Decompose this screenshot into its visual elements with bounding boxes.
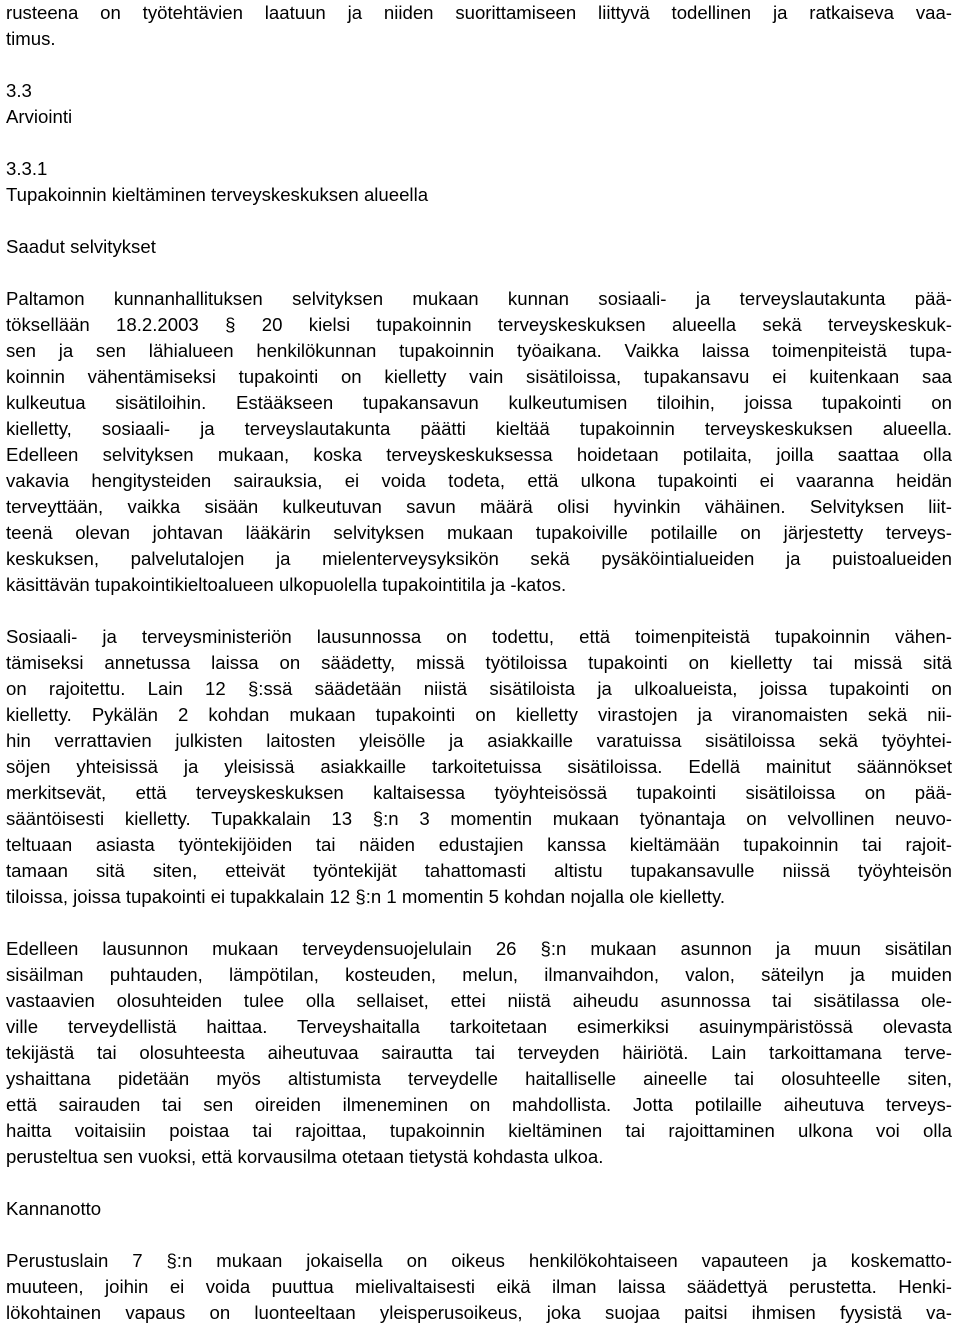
- body-text-line: sen ja sen lähialueen henkilökunnan tupakoinnin työaikana. Vaikka laissa toimenpiteistä tupa-: [6, 340, 952, 361]
- body-text-line: ville terveydellistä haittaa. Terveyshaitalla tarkoitetaan esimerkiksi asuinympäristössä olevasta: [6, 1016, 952, 1037]
- body-text-line: kielletty. Pykälän 2 kohdan mukaan tupakointi on kielletty virastojen ja viranomaisten sekä nii-: [6, 704, 952, 725]
- body-text-line: muuteen, joihin ei voida puuttua mielivaltaisesti eikä ilman laissa säädettyä perustetta. Henki-: [6, 1276, 952, 1297]
- body-text-line: koinnin vähentämiseksi tupakointi on kielletty vain sisätiloissa, tupakansavu ei kuitenkaan saa: [6, 366, 952, 387]
- body-text-line: kulkeutua sisätiloihin. Estääkseen tupakansavun kulkeutumisen tiloihin, joissa tupakointi on: [6, 392, 952, 413]
- subsection-number: 3.3.1: [6, 158, 48, 179]
- body-text-line: töksellään 18.2.2003 § 20 kielsi tupakoinnin terveyskeskuksen alueella sekä terveyskeskuk-: [6, 314, 952, 335]
- body-text-line: Edelleen lausunnon mukaan terveydensuojelulain 26 §:n mukaan asunnon ja muun sisätilan: [6, 938, 952, 959]
- subheading-received-reports: Saadut selvitykset: [6, 236, 156, 257]
- body-text-line: Edelleen selvityksen mukaan, koska terveyskeskuksessa hoidetaan potilaita, joilla saattaa olla: [6, 444, 952, 465]
- body-text-line: lökohtainen vapaus on luonteeltaan yleisperusoikeus, joka suojaa paitsi ihmisen fyysistä va-: [6, 1302, 952, 1323]
- body-text-line: terveyttään, vaikka sisään kulkeutuvan savun määrä olisi hyvinkin vähäinen. Selvityksen liit-: [6, 496, 952, 517]
- body-text-line: tekijästä tai olosuhteesta aiheutuvaa sairautta tai terveyden häiriötä. Lain tarkoittamana terve-: [6, 1042, 952, 1063]
- body-text-line: sääntöisesti kielletty. Tupakkalain 13 §:n 3 momentin mukaan työnantaja on velvollinen neuvo-: [6, 808, 952, 829]
- body-text-line: on rajoitettu. Lain 12 §:ssä säädetään niistä sisätiloista ja ulkoalueista, joissa tupakointi on: [6, 678, 952, 699]
- body-text-line: vakavia hengitysteiden sairauksia, ei voida todeta, että ulkona tupakointi ei vaaranna heidän: [6, 470, 952, 491]
- body-text-line: vastaavien olosuhteiden tulee olla sellaiset, ettei niistä aiheudu asunnossa tai sisätilassa ole-: [6, 990, 952, 1011]
- body-text-line: tamaan sitä siten, etteivät työntekijät tahattomasti altistu tupakansavulle niissä työyhteisön: [6, 860, 952, 881]
- body-text-line: Sosiaali- ja terveysministeriön lausunnossa on todettu, että toimenpiteistä tupakoinnin vähen-: [6, 626, 952, 647]
- section-number: 3.3: [6, 80, 32, 101]
- body-text-line: timus.: [6, 28, 56, 49]
- body-text-line: että sairauden tai sen oireiden ilmeneminen on mahdollista. Jotta potilaille aiheutuva terveys-: [6, 1094, 952, 1115]
- subheading-position: Kannanotto: [6, 1198, 102, 1219]
- body-text-line: söjen yhteisissä ja yleisissä asiakkaille tarkoitetuissa sisätiloissa. Edellä mainitut säännökset: [6, 756, 952, 777]
- body-text-line: yshaittana pidetään myös altistumista terveydelle haitalliselle aineelle tai olosuhteelle siten,: [6, 1068, 952, 1089]
- body-text-line: perusteltua sen vuoksi, että korvausilma otetaan tietystä kohdasta ulkoa.: [6, 1146, 604, 1167]
- body-text-line: rusteena on työtehtävien laatuun ja niiden suorittamiseen liittyvä todellinen ja ratkaiseva vaa-: [6, 2, 952, 23]
- body-text-line: kielletty, sosiaali- ja terveyslautakunta päätti kieltää tupakoinnin terveyskeskuksen alueella.: [6, 418, 952, 439]
- body-text-line: tiloissa, joissa tupakointi ei tupakkalain 12 §:n 1 momentin 5 kohdan nojalla ole kielletty.: [6, 886, 726, 907]
- body-text-line: sisäilman puhtauden, lämpötilan, kosteuden, melun, ilmanvaihdon, valon, säteilyn ja muiden: [6, 964, 952, 985]
- body-text-line: tämiseksi annetussa laissa on säädetty, missä työtiloissa tupakointi on kielletty tai missä sitä: [6, 652, 952, 673]
- body-text-line: teltuaan asiasta työntekijöiden tai näiden edustajien kanssa kieltämään tupakoinnin tai rajoit-: [6, 834, 952, 855]
- body-text-line: Paltamon kunnanhallituksen selvityksen mukaan kunnan sosiaali- ja terveyslautakunta pää-: [6, 288, 952, 309]
- body-text-line: Perustuslain 7 §:n mukaan jokaisella on oikeus henkilökohtaiseen vapauteen ja koskematto-: [6, 1250, 952, 1271]
- body-text-line: haitta voitaisiin poistaa tai rajoittaa, tupakoinnin kieltäminen tai rajoittaminen ulkona voi olla: [6, 1120, 952, 1141]
- body-text-line: teenä olevan johtavan lääkärin selvityksen mukaan tupakoiville potilaille on järjestetty terveys-: [6, 522, 952, 543]
- body-text-line: hin verrattavien julkisten laitosten yleisölle ja asiakkaille varatuissa sisätiloissa sekä työyhtei-: [6, 730, 952, 751]
- body-text-line: käsittävän tupakointikieltoalueen ulkopuolella tupakointitila ja -katos.: [6, 574, 567, 595]
- body-text-line: merkitsevät, että terveyskeskuksen kaltaisessa työyhteisössä tupakointi sisätiloissa on pää-: [6, 782, 952, 803]
- subsection-heading: Tupakoinnin kieltäminen terveyskeskuksen alueella: [6, 184, 429, 205]
- body-text-line: keskuksen, palvelutalojen ja mielenterveysyksikön sekä pysäköintialueiden ja puistoalueiden: [6, 548, 952, 569]
- section-heading: Arviointi: [6, 106, 73, 127]
